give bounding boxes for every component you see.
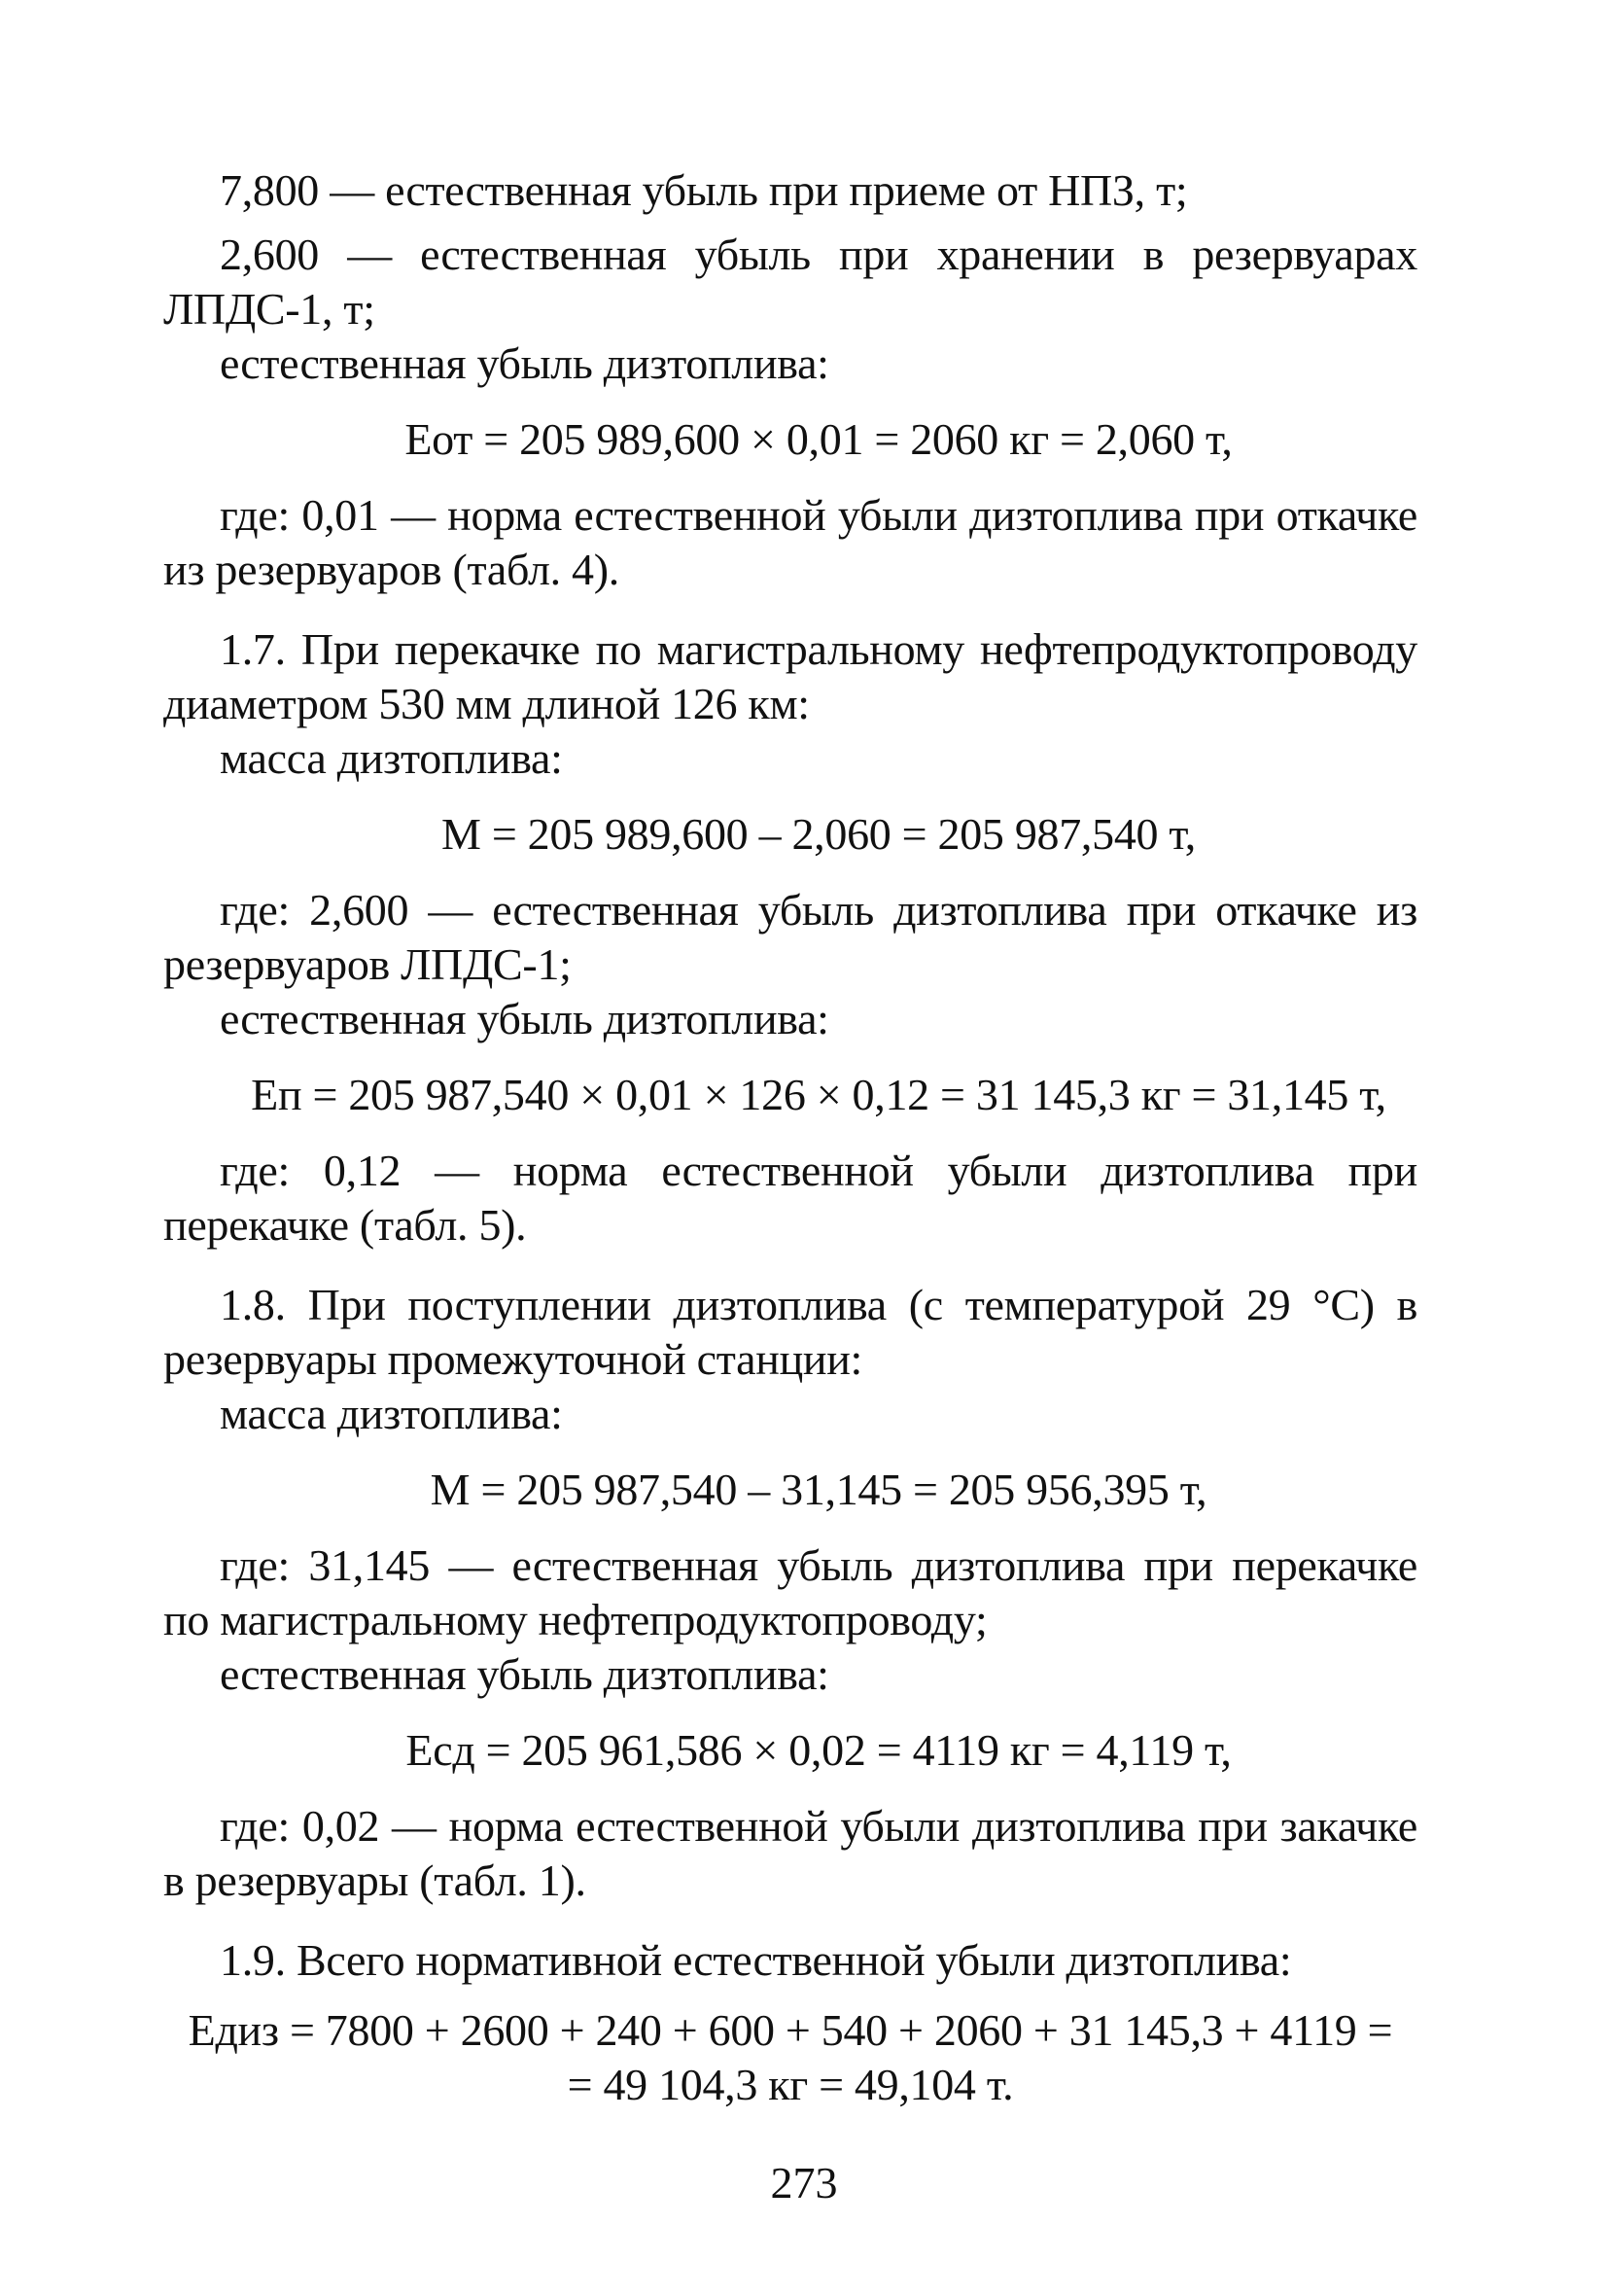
text-paragraph: где: 31,145 — естественная убыль дизтоплива при перекачке по магистральному нефтепродуктопроводу; [163,1540,1417,1644]
formula: М = 205 987,540 – 31,145 = 205 956,395 т, [430,1465,1207,1514]
text-line: 7,800 — естественная убыль при приеме от НПЗ, т; [220,165,1188,215]
section-paragraph: 1.8. При поступлении дизтоплива (с температурой 29 °С) в резервуары промежуточной станции: [163,1280,1417,1384]
text-line: масса дизтоплива: [220,1389,563,1438]
text-line: естественная убыль дизтоплива: [220,338,829,388]
section-paragraph: 1.7. При перекачке по магистральному нефтепродуктопроводу диаметром 530 мм длиной 126 км: [163,624,1417,728]
text-paragraph: 2,600 — естественная убыль при хранении в резервуарах ЛПДС-1, т; [163,230,1417,334]
text-paragraph: где: 2,600 — естественная убыль дизтоплива при откачке из резервуаров ЛПДС-1; [163,885,1417,989]
text-paragraph: где: 0,01 — норма естественной убыли дизтоплива при откачке из резервуаров (табл. 4). [163,490,1417,594]
formula-total-line-1: Едиз = 7800 + 2600 + 240 + 600 + 540 + 2060 + 31 145,3 + 4119 = [188,2005,1393,2055]
page-body [163,163,1417,2112]
section-paragraph: 1.9. Всего нормативной естественной убыли дизтоплива: [220,1935,1292,1985]
text-line: масса дизтоплива: [220,733,563,783]
text-paragraph: где: 0,12 — норма естественной убыли дизтоплива при перекачке (табл. 5). [163,1146,1417,1250]
formula: Есд = 205 961,586 × 0,02 = 4119 кг = 4,119 т, [405,1725,1232,1775]
text-line: естественная убыль дизтоплива: [220,1649,829,1699]
page-number: 273 [770,2158,838,2208]
text-paragraph: где: 0,02 — норма естественной убыли дизтоплива при закачке в резервуары (табл. 1). [163,1801,1417,1905]
formula-total-line-2: = 49 104,3 кг = 49,104 т. [567,2060,1014,2109]
formula: Еот = 205 989,600 × 0,01 = 2060 кг = 2,060 т, [404,414,1233,464]
text-line: естественная убыль дизтоплива: [220,994,829,1043]
formula: Еп = 205 987,540 × 0,01 × 126 × 0,12 = 31 145,3 кг = 31,145 т, [251,1070,1386,1119]
formula: М = 205 989,600 – 2,060 = 205 987,540 т, [441,809,1196,859]
